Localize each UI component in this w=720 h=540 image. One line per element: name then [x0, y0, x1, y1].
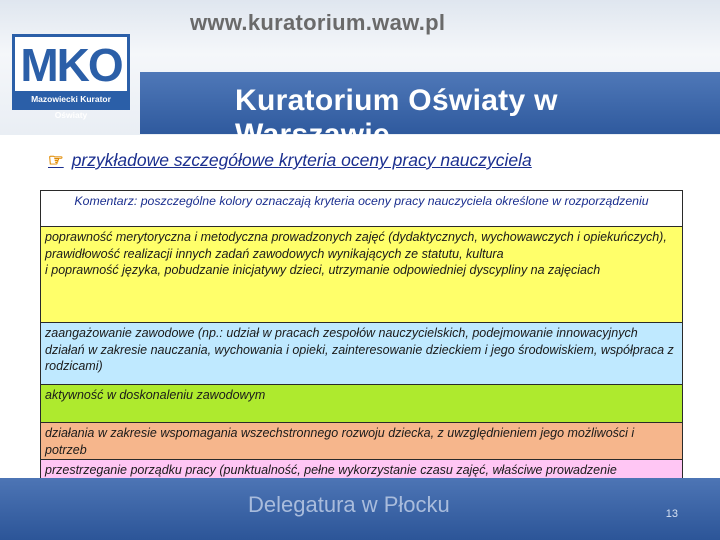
footer-text: Delegatura w Płocku	[248, 492, 450, 517]
logo-caption: Mazowiecki Kurator Oświaty	[15, 91, 127, 107]
criteria-row-3: aktywność w doskonaleniu zawodowym	[40, 385, 683, 423]
pointing-hand-icon: ☞	[48, 150, 64, 170]
criteria-row-1: poprawność merytoryczna i metodyczna prowadzonych zajęć (dydaktycznych, wychowawczych i opiekuńczych), prawidłowość realizacji innych zadań zawodowych wynikających ze statutu, kultura i poprawność języka, pobudzanie inicjatywy dzieci, utrzymanie odpowiedniej dyscypliny na zajęciach	[40, 227, 683, 323]
criteria-row-4: działania w zakresie wspomagania wszechstronnego rozwoju dziecka, z uwzględnieniem jego możliwości i potrzeb	[40, 423, 683, 460]
criteria-row-2: zaangażowanie zawodowe (np.: udział w pracach zespołów nauczycielskich, podejmowanie innowacyjnych działań w zakresie nauczania, wychowania i opieki, zainteresowanie dzieckiem i jego środowiskiem, współpraca z rodzicami)	[40, 323, 683, 385]
site-url[interactable]: www.kuratorium.waw.pl	[190, 10, 446, 35]
comment-row: Komentarz: poszczególne kolory oznaczają kryteria oceny pracy nauczyciela określone w rozporządzeniu	[40, 190, 683, 227]
slide-title-text: przykładowe szczegółowe kryteria oceny pracy nauczyciela	[71, 150, 532, 170]
criteria-table	[40, 190, 683, 505]
criteria-row-5: przestrzeganie porządku pracy (punktualność, pełne wykorzystanie czasu zajęć, właściwe prowadzenie	[40, 460, 683, 505]
page-number: 13	[665, 508, 678, 520]
mko-logo	[12, 34, 130, 120]
slide-title	[48, 150, 532, 171]
institution-title: Kuratorium Oświaty w Warszawie	[235, 84, 558, 151]
logo-mark: MKO	[20, 39, 122, 91]
